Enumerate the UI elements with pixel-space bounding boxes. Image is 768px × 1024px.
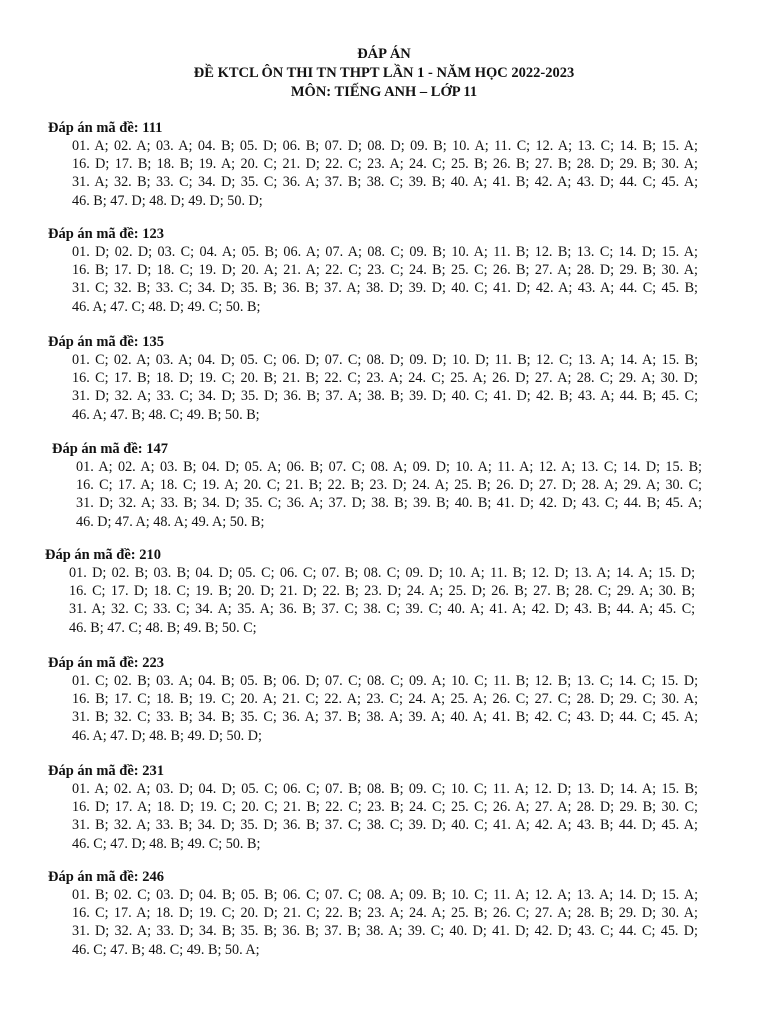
answer-section bbox=[48, 119, 698, 210]
answer-line: 31. D; 32. A; 33. D; 34. B; 35. B; 36. B; 37. B; 38. A; 39. C; 40. D; 41. D; 42. D; 43. C; 44. C; 45. D; bbox=[72, 923, 698, 940]
answer-line: 31. D; 32. A; 33. B; 34. D; 35. C; 36. A; 37. D; 38. B; 39. B; 40. B; 41. D; 42. D; 43. C; 44. B; 45. A; bbox=[76, 495, 703, 512]
header-exam-name: ĐỀ KTCL ÔN THI TN THPT LẦN 1 - NĂM HỌC 2022-2023 bbox=[193, 65, 575, 81]
header-subject: MÔN: TIẾNG ANH – LỚP 11 bbox=[290, 84, 478, 100]
answer-line: 46. C; 47. B; 48. C; 49. B; 50. A; bbox=[72, 941, 260, 958]
section-title: Đáp án mã đề: 223 bbox=[48, 655, 165, 671]
answer-line: 01. D; 02. B; 03. B; 04. D; 05. C; 06. C; 07. B; 08. C; 09. D; 10. A; 11. B; 12. D; 13. A; 14. A; 15. D; bbox=[69, 565, 696, 581]
answer-list bbox=[72, 672, 698, 745]
answer-line: 01. A; 02. A; 03. D; 04. D; 05. C; 06. C; 07. B; 08. B; 09. C; 10. C; 11. A; 12. D; 13. D; 14. A; 15. B; bbox=[72, 781, 698, 797]
header-title: ĐÁP ÁN bbox=[357, 46, 411, 62]
answer-section bbox=[52, 440, 702, 531]
answer-list bbox=[72, 243, 698, 316]
answer-line: 16. D; 17. B; 18. B; 19. A; 20. C; 21. D; 22. C; 23. A; 24. C; 25. B; 26. B; 27. B; 28. D; 29. B; 30. A; bbox=[72, 156, 698, 173]
answer-section bbox=[48, 225, 698, 316]
answer-line: 01. A; 02. A; 03. A; 04. B; 05. D; 06. B; 07. D; 08. D; 09. B; 10. A; 11. C; 12. A; 13. C; 14. B; 15. A; bbox=[72, 138, 698, 154]
answer-line: 01. C; 02. A; 03. A; 04. D; 05. C; 06. D; 07. C; 08. D; 09. D; 10. D; 11. B; 12. C; 13. A; 14. A; 15. B; bbox=[72, 352, 699, 368]
answer-line: 01. C; 02. B; 03. A; 04. B; 05. B; 06. D; 07. C; 08. C; 09. A; 10. C; 11. B; 12. B; 13. C; 14. C; 15. D; bbox=[72, 673, 699, 689]
section-title: Đáp án mã đề: 147 bbox=[52, 441, 169, 457]
answer-line: 31. D; 32. A; 33. C; 34. D; 35. D; 36. B; 37. A; 38. B; 39. D; 40. C; 41. D; 42. B; 43. A; 44. B; 45. C; bbox=[72, 388, 699, 405]
answer-list bbox=[72, 780, 698, 853]
answer-line: 31. B; 32. C; 33. B; 34. B; 35. C; 36. A; 37. B; 38. A; 39. A; 40. A; 41. B; 42. C; 43. D; 44. C; 45. A; bbox=[72, 709, 699, 726]
answer-line: 16. B; 17. C; 18. B; 19. C; 20. A; 21. C; 22. A; 23. C; 24. A; 25. A; 26. C; 27. C; 28. D; 29. C; 30. A; bbox=[72, 691, 699, 708]
answer-line: 31. B; 32. A; 33. B; 34. D; 35. D; 36. B; 37. C; 38. C; 39. D; 40. C; 41. A; 42. A; 43. B; 44. D; 45. A; bbox=[72, 817, 698, 834]
answer-line: 01. D; 02. D; 03. C; 04. A; 05. B; 06. A; 07. A; 08. C; 09. B; 10. A; 11. B; 12. B; 13. C; 14. D; 15. A; bbox=[72, 244, 698, 260]
section-title: Đáp án mã đề: 231 bbox=[48, 763, 165, 779]
section-title: Đáp án mã đề: 135 bbox=[48, 334, 165, 350]
answer-section bbox=[48, 333, 698, 424]
answer-line: 16. C; 17. A; 18. C; 19. A; 20. C; 21. B; 22. B; 23. D; 24. A; 25. B; 26. D; 27. D; 28. A; 29. A; 30. C; bbox=[76, 477, 702, 494]
answer-line: 46. C; 47. D; 48. B; 49. C; 50. B; bbox=[72, 835, 261, 852]
answer-line: 31. A; 32. B; 33. C; 34. D; 35. C; 36. A; 37. B; 38. C; 39. B; 40. A; 41. B; 42. A; 43. D; 44. C; 45. A; bbox=[72, 174, 699, 191]
answer-line: 16. C; 17. D; 18. C; 19. B; 20. D; 21. D; 22. B; 23. D; 24. A; 25. D; 26. B; 27. B; 28. C; 29. A; 30. B; bbox=[69, 583, 696, 600]
answer-line: 01. B; 02. C; 03. D; 04. B; 05. B; 06. C; 07. C; 08. A; 09. B; 10. C; 11. A; 12. A; 13. A; 14. D; 15. A; bbox=[72, 887, 699, 903]
answer-list bbox=[76, 458, 702, 531]
answer-section bbox=[48, 762, 698, 853]
section-title: Đáp án mã đề: 123 bbox=[48, 226, 165, 242]
answer-line: 46. A; 47. D; 48. B; 49. D; 50. D; bbox=[72, 727, 262, 744]
answer-list bbox=[72, 351, 698, 424]
section-title: Đáp án mã đề: 246 bbox=[48, 869, 165, 885]
answer-line: 46. A; 47. B; 48. C; 49. B; 50. B; bbox=[72, 406, 260, 423]
answer-line: 31. C; 32. B; 33. C; 34. D; 35. B; 36. B; 37. A; 38. D; 39. D; 40. C; 41. D; 42. A; 43. A; 44. C; 45. B; bbox=[72, 280, 698, 297]
answer-list bbox=[69, 564, 695, 637]
answer-list bbox=[72, 137, 698, 210]
answer-line: 46. D; 47. A; 48. A; 49. A; 50. B; bbox=[76, 513, 265, 530]
answer-line: 01. A; 02. A; 03. B; 04. D; 05. A; 06. B; 07. C; 08. A; 09. D; 10. A; 11. A; 12. A; 13. C; 14. D; 15. B; bbox=[76, 459, 702, 475]
answer-line: 16. B; 17. D; 18. C; 19. D; 20. A; 21. A; 22. C; 23. C; 24. B; 25. C; 26. B; 27. A; 28. D; 29. B; 30. A; bbox=[72, 262, 698, 279]
answer-section bbox=[45, 546, 695, 637]
answer-section bbox=[48, 868, 698, 959]
answer-line: 46. B; 47. C; 48. B; 49. B; 50. C; bbox=[69, 619, 257, 636]
answer-section bbox=[48, 654, 698, 745]
document-header bbox=[0, 45, 768, 102]
answer-list bbox=[72, 886, 698, 959]
section-title: Đáp án mã đề: 210 bbox=[45, 547, 162, 563]
section-title: Đáp án mã đề: 111 bbox=[48, 120, 163, 136]
answer-line: 31. A; 32. C; 33. C; 34. A; 35. A; 36. B; 37. C; 38. C; 39. C; 40. A; 41. A; 42. D; 43. B; 44. A; 45. C; bbox=[69, 601, 696, 618]
answer-line: 16. D; 17. A; 18. D; 19. C; 20. C; 21. B; 22. C; 23. B; 24. C; 25. C; 26. A; 27. A; 28. D; 29. B; 30. C; bbox=[72, 799, 698, 816]
answer-line: 16. C; 17. B; 18. D; 19. C; 20. B; 21. B; 22. C; 23. A; 24. C; 25. A; 26. D; 27. A; 28. C; 29. A; 30. D; bbox=[72, 370, 698, 387]
answer-line: 46. B; 47. D; 48. D; 49. D; 50. D; bbox=[72, 192, 263, 209]
answer-line: 16. C; 17. A; 18. D; 19. C; 20. D; 21. C; 22. B; 23. A; 24. A; 25. B; 26. C; 27. A; 28. B; 29. D; 30. A; bbox=[72, 905, 698, 922]
answer-line: 46. A; 47. C; 48. D; 49. C; 50. B; bbox=[72, 298, 261, 315]
